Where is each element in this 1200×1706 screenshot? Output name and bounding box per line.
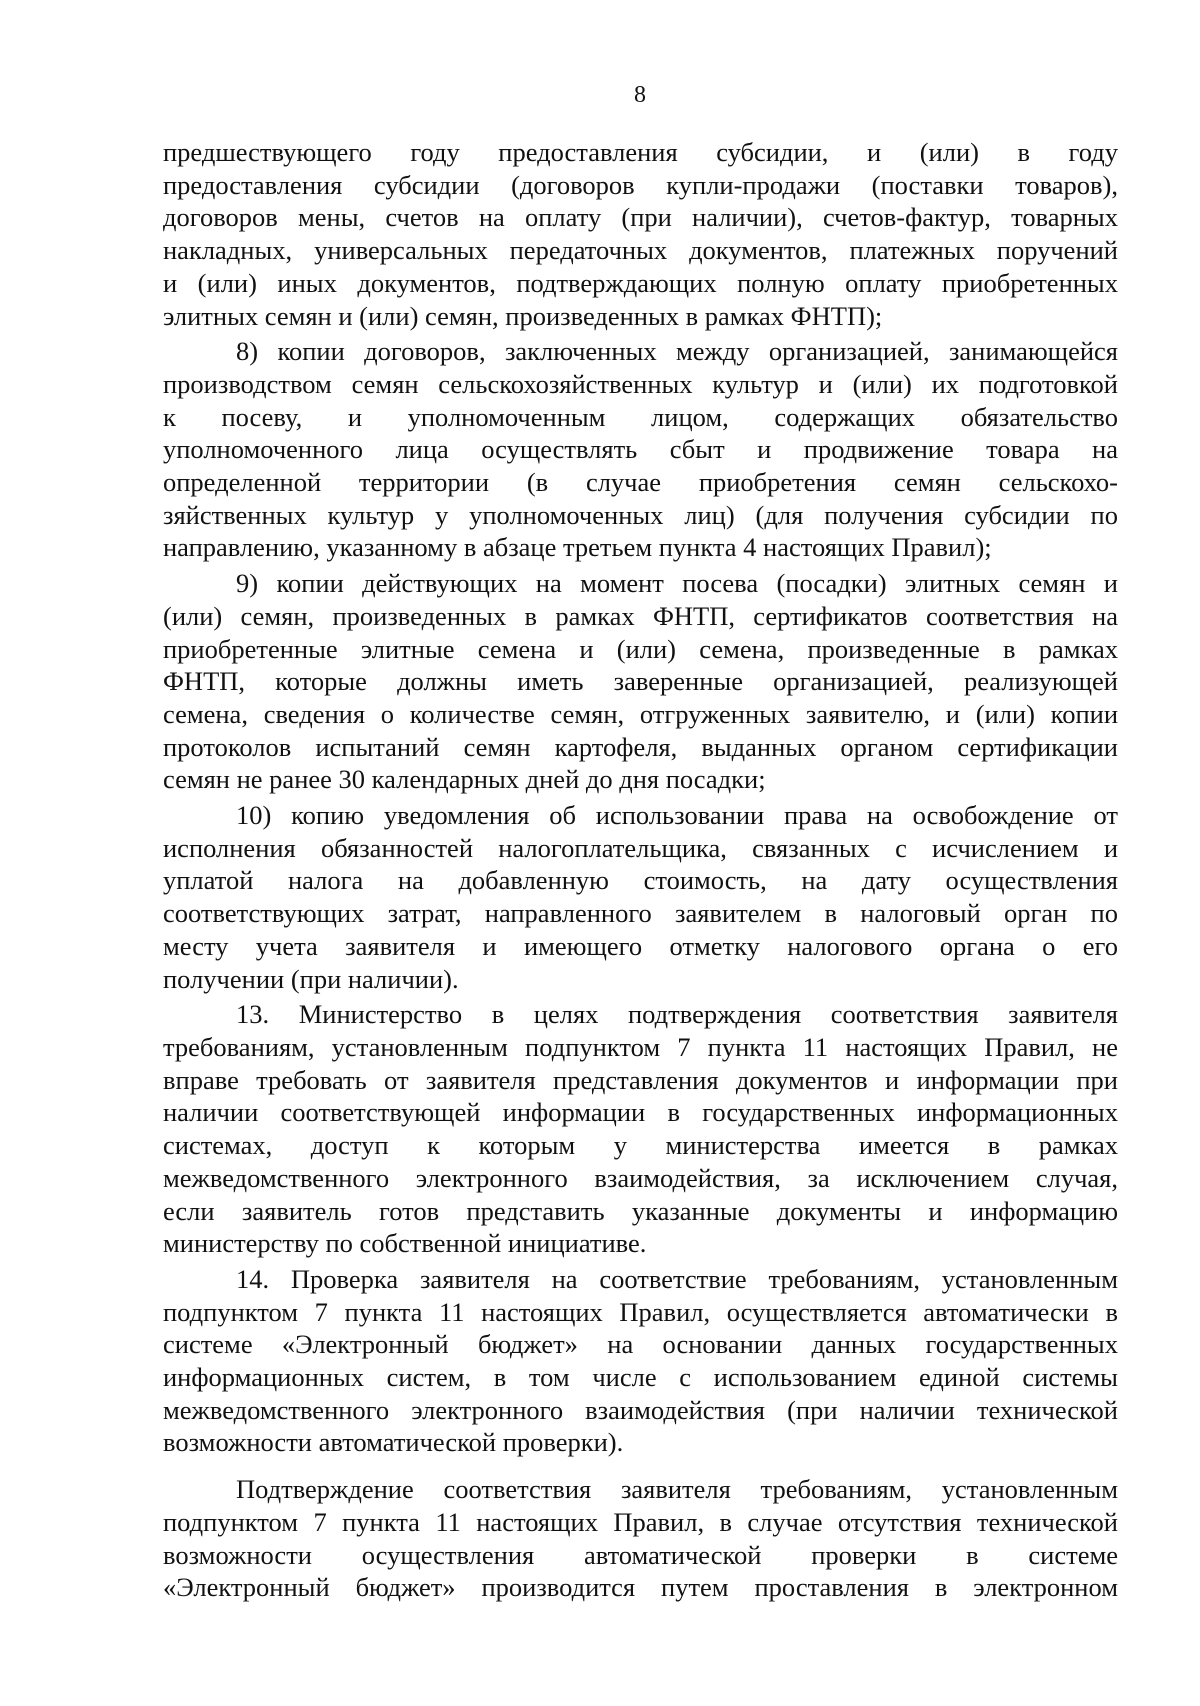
- text-line: «Электронный бюджет» производится путем проставления в электронном: [163, 1572, 1118, 1603]
- document-body: [163, 136, 1118, 1604]
- text-line: предшествующего году предоставления субсидии, и (или) в году: [163, 137, 1118, 167]
- text-line: 8) копии договоров, заключенных между организацией, занимающейся: [236, 336, 1118, 367]
- text-line: ФНТП, которые должны иметь заверенные организацией, реализующей: [163, 666, 1118, 697]
- text-line: протоколов испытаний семян картофеля, выданных органом сертификации: [163, 731, 1118, 762]
- text-line: 10) копию уведомления об использовании права на освобождение от: [236, 800, 1118, 831]
- text-line: уполномоченного лица осуществлять сбыт и продвижение товара на: [163, 434, 1118, 465]
- text-line: системе «Электронный бюджет» на основании данных государственных: [163, 1329, 1118, 1360]
- paragraph-item-9: [163, 567, 1118, 796]
- paragraph-item-10: [163, 799, 1118, 995]
- text-line: получении (при наличии).: [163, 963, 459, 994]
- paragraph-confirmation: [163, 1473, 1118, 1604]
- text-line: наличии соответствующей информации в государственных информационных: [163, 1097, 1118, 1128]
- text-line: направлению, указанному в абзаце третьем пункта 4 настоящих Правил);: [163, 532, 992, 563]
- text-line: подпунктом 7 пункта 11 настоящих Правил, осуществляется автоматически в: [163, 1296, 1118, 1327]
- text-line: определенной территории (в случае приобретения семян сельскохо-: [163, 467, 1118, 498]
- text-line: договоров мены, счетов на оплату (при наличии), счетов-фактур, товарных: [163, 202, 1118, 233]
- paragraph-clause-14: [163, 1263, 1118, 1459]
- text-line: месту учета заявителя и имеющего отметку налогового органа о его: [163, 930, 1118, 961]
- text-line: если заявитель готов представить указанные документы и информацию: [163, 1195, 1118, 1226]
- text-line: накладных, универсальных передаточных документов, платежных поручений: [163, 235, 1118, 266]
- text-line: системах, доступ к которым у министерства имеется в рамках: [163, 1130, 1118, 1161]
- text-line: подпунктом 7 пункта 11 настоящих Правил, в случае отсутствия технической: [163, 1506, 1118, 1537]
- text-line: вправе требовать от заявителя представления документов и информации при: [163, 1064, 1118, 1095]
- paragraph-continuation: [163, 136, 1118, 332]
- text-line: элитных семян и (или) семян, произведенных в рамках ФНТП);: [163, 300, 883, 331]
- text-line: требованиям, установленным подпунктом 7 пункта 11 настоящих Правил, не: [163, 1031, 1118, 1062]
- text-line: исполнения обязанностей налогоплательщика, связанных с исчислением и: [163, 832, 1118, 863]
- text-line: семян не ранее 30 календарных дней до дня посадки;: [163, 764, 766, 795]
- text-line: 14. Проверка заявителя на соответствие требованиям, установленным: [236, 1263, 1118, 1294]
- page-number: 8: [634, 82, 646, 108]
- text-line: межведомственного электронного взаимодействия, за исключением случая,: [163, 1162, 1118, 1193]
- text-line: возможности автоматической проверки).: [163, 1427, 624, 1458]
- text-line: семена, сведения о количестве семян, отгруженных заявителю, и (или) копии: [163, 698, 1118, 729]
- paragraph-item-8: [163, 335, 1118, 564]
- text-line: информационных систем, в том числе с использованием единой системы: [163, 1362, 1118, 1393]
- text-line: Подтверждение соответствия заявителя требованиям, установленным: [236, 1474, 1118, 1505]
- text-line: зяйственных культур у уполномоченных лиц) (для получения субсидии по: [163, 499, 1118, 530]
- text-line: министерству по собственной инициативе.: [163, 1228, 647, 1259]
- paragraph-clause-13: [163, 998, 1118, 1260]
- text-line: уплатой налога на добавленную стоимость, на дату осуществления: [163, 865, 1118, 896]
- text-line: межведомственного электронного взаимодействия (при наличии технической: [163, 1394, 1118, 1425]
- text-line: (или) семян, произведенных в рамках ФНТП, сертификатов соответствия на: [163, 600, 1118, 631]
- text-line: предоставления субсидии (договоров купли-продажи (поставки товаров),: [163, 169, 1118, 200]
- text-line: к посеву, и уполномоченным лицом, содержащих обязательство: [163, 401, 1118, 432]
- text-line: 13. Министерство в целях подтверждения соответствия заявителя: [236, 999, 1118, 1030]
- text-line: соответствующих затрат, направленного заявителем в налоговый орган по: [163, 898, 1118, 929]
- text-line: возможности осуществления автоматической проверки в системе: [163, 1539, 1118, 1570]
- text-line: приобретенные элитные семена и (или) семена, произведенные в рамках: [163, 633, 1118, 664]
- text-line: производством семян сельскохозяйственных культур и (или) их подготовкой: [163, 368, 1118, 399]
- text-line: 9) копии действующих на момент посева (посадки) элитных семян и: [236, 568, 1118, 599]
- text-line: и (или) иных документов, подтверждающих полную оплату приобретенных: [163, 267, 1118, 298]
